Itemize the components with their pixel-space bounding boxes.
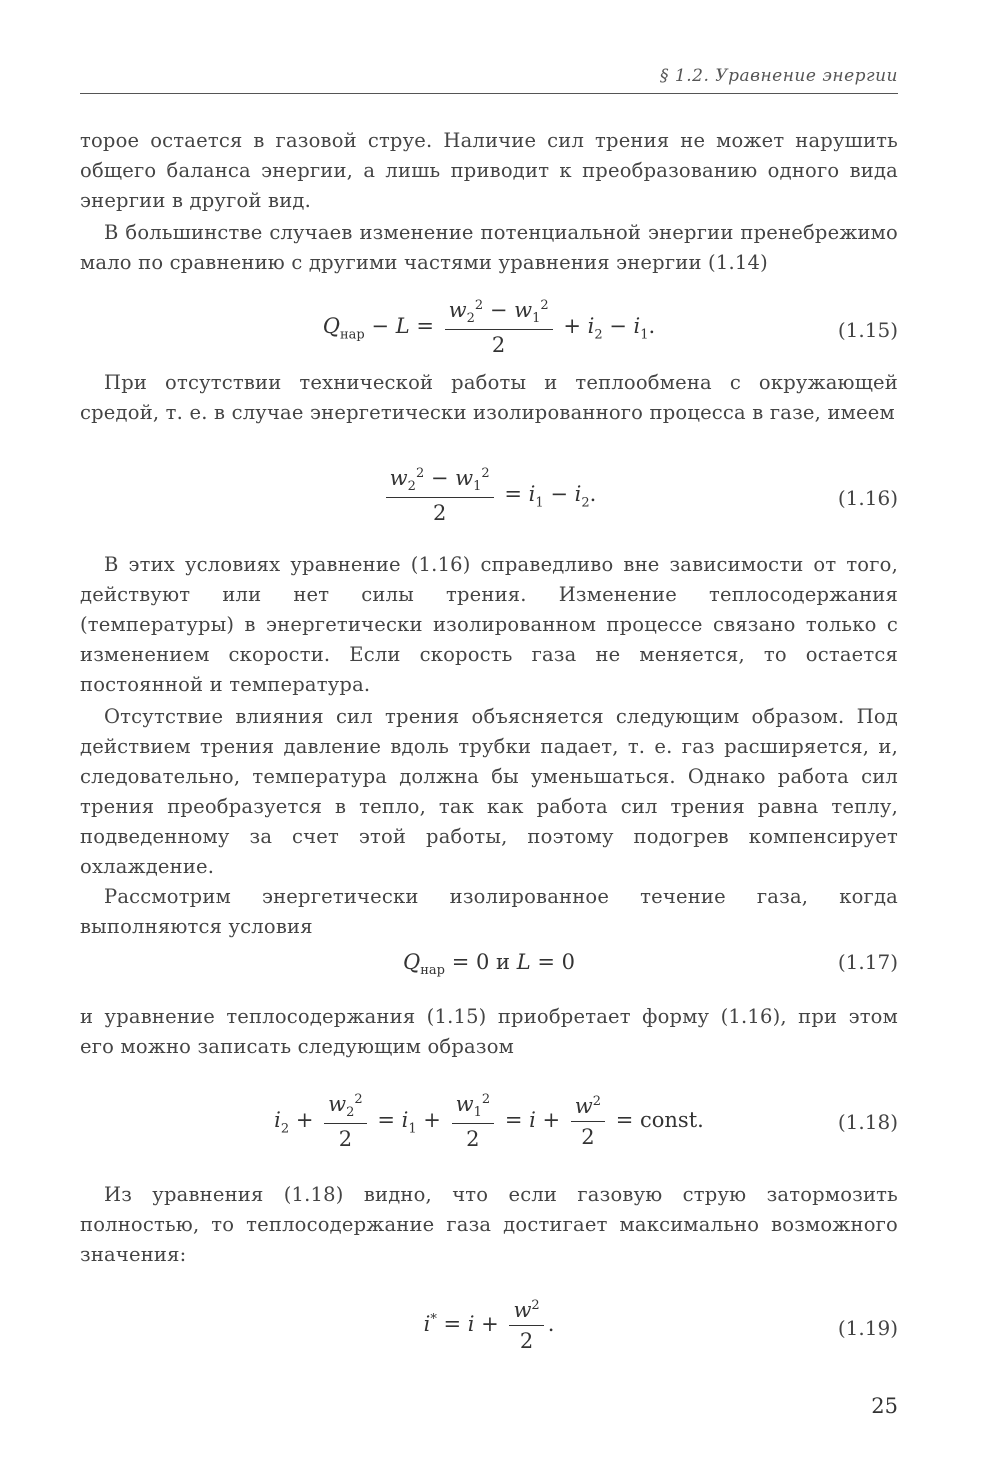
paragraph-consider: Рассмотрим энергетически изолированное течение газа, когда выполняются условия (80, 885, 898, 938)
conjunction: и (496, 950, 510, 974)
subscript-nap: нар (339, 327, 365, 343)
equation-1-16: $\frac{w_2^2 - w_1^2}{2}$ = $i_1 - i_2$. (1.16) (80, 466, 898, 536)
equation-number: (1.15) (837, 318, 898, 342)
paragraph-conditions: В этих условиях уравнение (1.16) справедливо вне зависимости от того, действуют или нет силы трения. Изменение теплосодержания (температуры) в энергетически изолированном процессе связано только с изменением скорости. Если скорость газа не меняется, то остается постоянной и температура. (80, 553, 898, 696)
header-rule (80, 93, 898, 94)
paragraph-enthalpy-form: и уравнение теплосодержания (1.15) приобретает форму (1.16), при этом его можно записать следующим образом (80, 1005, 898, 1058)
paragraph-friction: Отсутствие влияния сил трения объясняется следующим образом. Под действием трения давление вдоль трубки падает, т. е. газ расширяется, и, следовательно, температура должна бы уменьшаться. Однако работа сил трения преобразуется в тепло, так как работа сил трения равна теплу, подведенному за счет этой работы, поэтому подогрев компенсирует охлаждение. (80, 705, 898, 878)
const-label: const. (640, 1108, 704, 1133)
fraction-velocity: $\frac{w_2^2 - w_1^2}{2}$ (445, 298, 553, 357)
equation-1-18: $i_2$ + $\frac{w_2^2}{2}$ = $i_1$ + $\frac{w_1^2}{2}$ = i + $\frac{w^2}{2}$ = const. (1.18) (274, 1092, 898, 1152)
paragraph-isolated-process: При отсутствии технической работы и теплообмена с окружающей средой, т. е. в случае энергетически изолированного процесса в газе, имеем (80, 371, 898, 424)
equation-1-17: $Q_{нар} = 0$ и L = 0 (1.17) (403, 950, 898, 979)
equation-1-19: i* = i + $\frac{w^2}{2}$ . (1.19) (423, 1298, 898, 1353)
paragraph-continuation: торое остается в газовой струе. Наличие сил трения не может нарушить общего баланса энергии, а лишь приводит к преобразованию одного вида энергии в другой вид. (80, 129, 898, 212)
equation-1-15: $Q_{нар} - L$ = $\frac{w_2^2 - w_1^2}{2}$ + $i_2 - i_1$. (1.15) (322, 298, 898, 358)
fraction-velocity: $\frac{w_2^2 - w_1^2}{2}$ (386, 466, 494, 525)
running-header: § 1.2. Уравнение энергии (660, 66, 898, 86)
equation-number: (1.18) (837, 1110, 898, 1134)
subscript-nap: нар (420, 963, 445, 979)
equation-number: (1.17) (837, 950, 898, 974)
page-number: 25 (871, 1394, 898, 1418)
paragraph-potential-energy: В большинстве случаев изменение потенциальной энергии пренебрежимо мало по сравнению с другими частями уравнения энергии (1.14) (80, 221, 898, 274)
paragraph-stagnation: Из уравнения (1.18) видно, что если газовую струю затормозить полностью, то теплосодержание газа достигает максимально возможного значения: (80, 1183, 898, 1266)
equation-number: (1.16) (837, 486, 898, 510)
equation-number: (1.19) (837, 1316, 898, 1340)
